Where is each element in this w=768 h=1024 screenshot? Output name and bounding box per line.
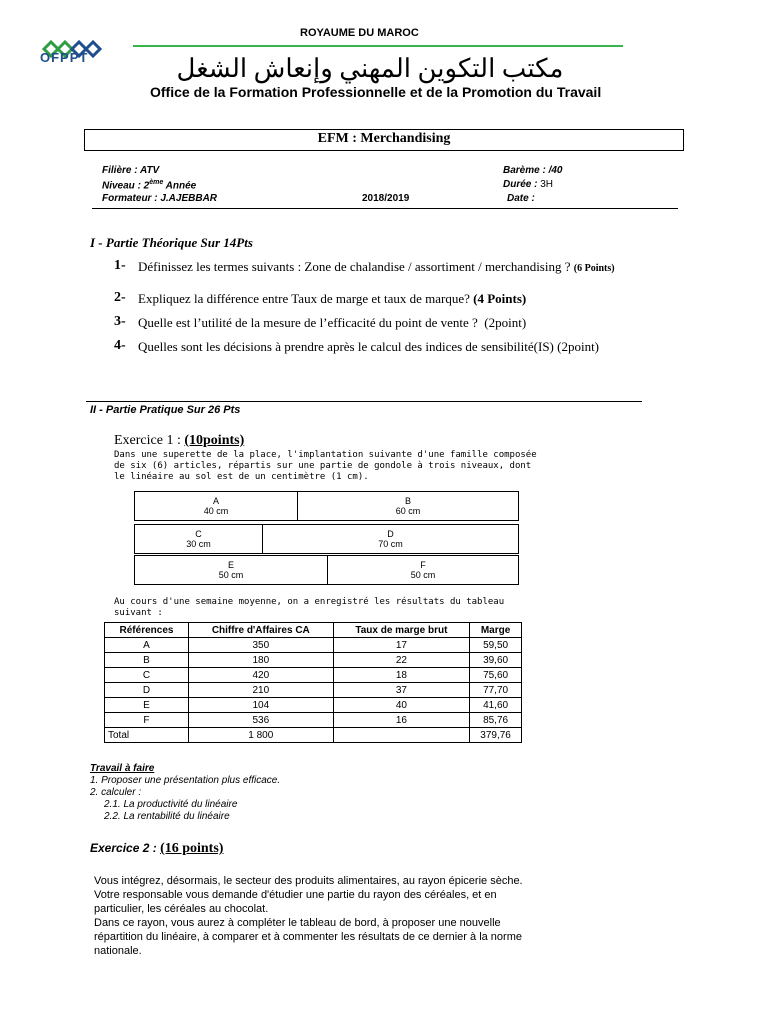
exercise-1-title: Exercice 1 : (10points) [114, 433, 245, 448]
question-number: 3- [114, 314, 126, 329]
section-pratique-title: II - Partie Pratique Sur 26 Pts [90, 404, 241, 416]
kingdom-heading: ROYAUME DU MAROC [300, 27, 419, 39]
exercise-2-text: Vous intégrez, désormais, le secteur des produits alimentaires, au rayon épicerie sèche. Votre responsable vous demande d'étudier une partie du rayon des céréales, et en particulier, les céréales au chocolat. Dans ce rayon, vous aurez à compléter le tableau de bord, à proposer une nouvelle répartition du linéaire, à comparer et à commenter les résultats de ce dernier à la norme nationale. [94, 875, 523, 957]
travail-title: Travail à faire [90, 763, 155, 774]
shelf-cell: D 70 cm [262, 524, 519, 554]
exercise-1-intro: Dans une superette de la place, l'implantation suivante d'une famille composée de six (6) articles, répartis sur une partie de gondole à trois niveaux, dont le linéaire au sol est de un centimètre (1 cm). [114, 450, 537, 482]
arabic-institution-name: مكتب التكوين المهني وإنعاش الشغل [176, 54, 564, 83]
shelf-level-2 [134, 524, 519, 554]
info-bareme: Barème : /40 [503, 165, 563, 176]
table-header-row [105, 623, 522, 638]
travail-item: 2. calculer : [90, 787, 142, 798]
info-formateur: Formateur : J.AJEBBAR [102, 193, 218, 204]
question-text: Quelle est l’utilité de la mesure de l’efficacité du point de vente ? (2point) [138, 315, 527, 330]
results-table [104, 622, 522, 743]
table-row: C 420 18 75,60 [105, 668, 522, 683]
info-annee: 2018/2019 [362, 193, 410, 204]
column-header: Références [105, 623, 189, 638]
question-number: 4- [114, 338, 126, 353]
shelf-cell: F 50 cm [327, 555, 519, 585]
exam-title: EFM : Merchandising [317, 131, 451, 146]
info-divider [92, 208, 678, 209]
shelf-cell: E 50 cm [134, 555, 328, 585]
shelf-level-1 [134, 491, 519, 521]
table-row: E 104 40 41,60 [105, 698, 522, 713]
column-header: Taux de marge brut [333, 623, 470, 638]
table-intro: Au cours d'une semaine moyenne, on a enregistré les résultats du tableau suivant : [114, 597, 505, 618]
logo-text: OFPPT [40, 50, 89, 65]
table-row: F 536 16 85,76 [105, 713, 522, 728]
info-date: Date : [507, 193, 535, 204]
question-text: Expliquez la différence entre Taux de marge et taux de marque? (4 Points) [138, 291, 527, 306]
info-duree: Durée : 3H [503, 179, 554, 190]
shelf-cell: C 30 cm [134, 524, 263, 554]
table-row: D 210 37 77,70 [105, 683, 522, 698]
shelf-cell: A 40 cm [134, 491, 298, 521]
table-row: A 350 17 59,50 [105, 638, 522, 653]
table-total-row: Total 1 800 379,76 [105, 728, 522, 743]
header-divider [133, 45, 623, 47]
shelf-level-3 [134, 555, 519, 585]
table-row: B 180 22 39,60 [105, 653, 522, 668]
column-header: Chiffre d'Affaires CA [188, 623, 333, 638]
question-number: 2- [114, 290, 126, 305]
column-header: Marge [470, 623, 522, 638]
info-niveau: Niveau : 2ème Année [102, 179, 197, 192]
question-text: Quelles sont les décisions à prendre après le calcul des indices de sensibilité(IS) (2point) [138, 339, 600, 354]
question-text: Définissez les termes suivants : Zone de chalandise / assortiment / merchandising ? (6 Points) [138, 259, 615, 274]
exercise-2-title: Exercice 2 : (16 points) [90, 841, 224, 856]
section-theorique-title: I - Partie Théorique Sur 14Pts [90, 235, 253, 250]
travail-item: 1. Proposer une présentation plus efficace. [90, 775, 281, 786]
info-filiere: Filière : ATV [102, 165, 160, 176]
travail-item: 2.1. La productivité du linéaire [104, 799, 238, 810]
institution-name: Office de la Formation Professionnelle et de la Promotion du Travail [150, 84, 602, 100]
shelf-cell: B 60 cm [297, 491, 519, 521]
travail-item: 2.2. La rentabilité du linéaire [104, 811, 230, 822]
section-divider [86, 401, 642, 402]
exam-title-box [84, 129, 684, 151]
question-number: 1- [114, 258, 126, 273]
